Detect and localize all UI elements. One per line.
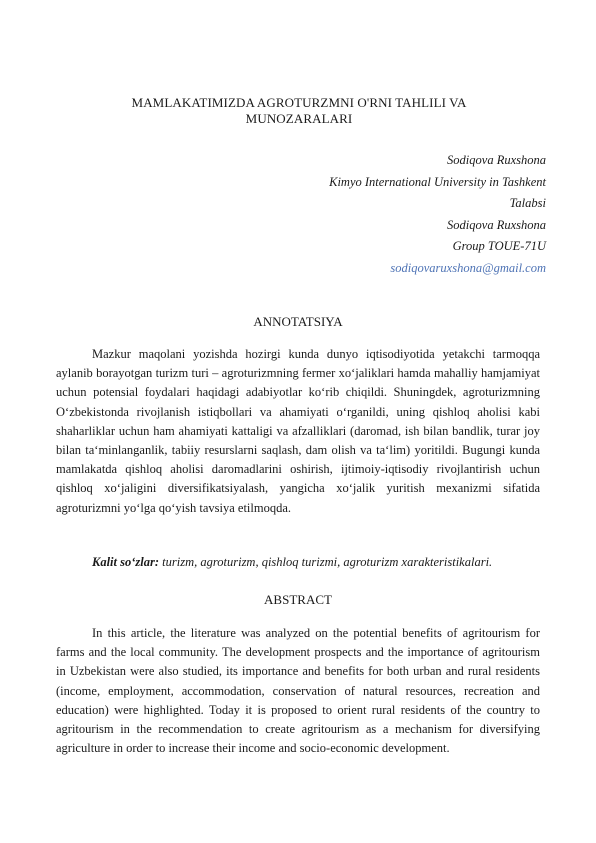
paper-title [60,95,538,127]
author-group: Group TOUE-71U [452,239,546,253]
keywords-label: Kalit so‘zlar: [92,555,160,569]
paper-title-line-1: MAMLAKATIMIZDA AGROTURZMNI O'RNI TAHLILI VA [131,95,467,110]
abstract-heading: ABSTRACT [264,592,332,607]
author-name: Sodiqova Ruxshona [447,153,546,167]
keywords-line [56,553,540,572]
author-email-link[interactable]: sodiqovaruxshona@gmail.com [390,260,546,275]
author-block [186,150,546,279]
paper-title-line-2: MUNOZARALARI [245,111,353,126]
author-name-repeat: Sodiqova Ruxshona [447,217,546,232]
author-institution: Kimyo International University in Tashkent [329,174,546,189]
author-status: Talabsi [509,196,546,210]
annotation-paragraph: Mazkur maqolani yozishda hozirgi kunda dunyo iqtisodiyotida yetakchi tarmoqqa aylanib borayotgan turizm turi – agroturizmning fermer xo‘jaliklari hamda mahalliy hamjamiyat uchun potensial foydalari haqidagi adabiyotlar ko‘rib chiqildi. Shuningdek, agroturizmning O‘zbekistonda rivojlanish istiqbollari va ahamiyati o‘rganildi, uning qishloq aholisi kabi shaharliklar uchun ham ahamiyati kattaligi va afzalliklari (daromad, ish bilan bandlik, turar joy bilan ta‘minlanganlik, tabiiy resurslarni saqlash, dam olish va ta‘lim) yoritildi. Bugungi kunda mamlakatda qishloq aholisi daromadlarini oshirish, ijtimoiy-iqtisodiy rivojlantirish uchun qishloq xo‘jaligini diversifikatsiyalash, yangicha xo‘jalik yuritish mexanizmi sifatida agroturizmni yo‘lga qo‘yish tavsiya etilmoqda. [56,347,540,515]
annotation-heading: ANNOTATSIYA [253,314,343,329]
keywords-text: turizm, agroturizm, qishloq turizmi, agroturizm xarakteristikalari. [159,555,493,569]
abstract-paragraph: In this article, the literature was analyzed on the potential benefits of agritourism for farms and the local community. The development prospects and the importance of agritourism in Uzbekistan were also studied, its importance and benefits for both urban and rural residents (income, employment, accommodation, conservation of natural resources, recreation and education) were highlighted. Today it is proposed to orient rural residents of the country to agritourism in the recommendation to create agritourism as a mechanism for diversifying agriculture in order to increase their income and socio-economic development. [56,626,540,756]
